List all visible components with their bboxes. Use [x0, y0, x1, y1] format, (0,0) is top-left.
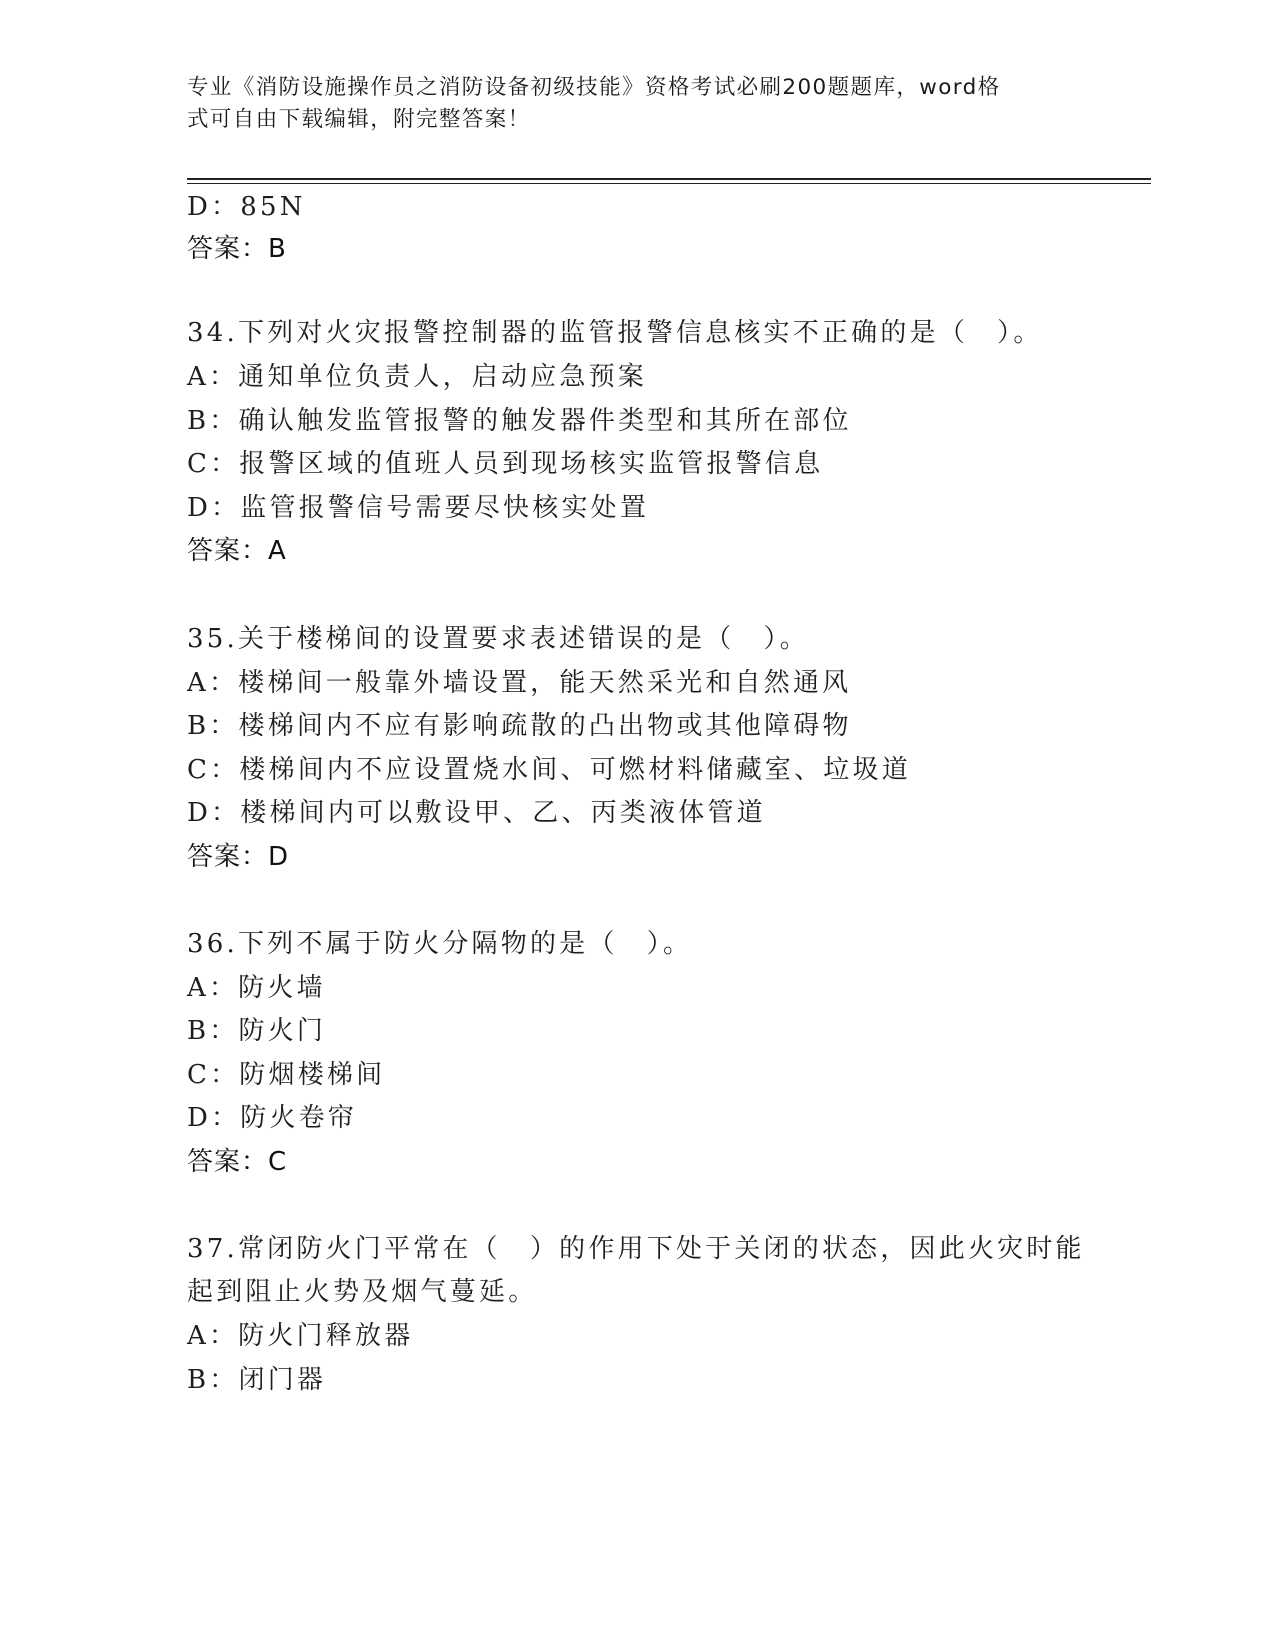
question-36-stem: 36.下列不属于防火分隔物的是（ ）。: [187, 929, 693, 959]
question-34-option-a: A：通知单位负责人，启动应急预案: [187, 362, 647, 392]
header-line-1: 专业《消防设施操作员之消防设备初级技能》资格考试必刷200题题库，word格: [187, 75, 1001, 100]
answer-line: 答案：B: [187, 234, 287, 264]
question-37-stem-line-1: 37.常闭防火门平常在（ ）的作用下处于关闭的状态，因此火灾时能: [187, 1234, 1085, 1264]
header-divider-thin: [187, 183, 1151, 184]
question-36-option-d: D：防火卷帘: [187, 1103, 358, 1133]
question-34-option-b: B：确认触发监管报警的触发器件类型和其所在部位: [187, 406, 852, 436]
question-34-answer: 答案：A: [187, 536, 287, 566]
question-35-option-b: B：楼梯间内不应有影响疏散的凸出物或其他障碍物: [187, 711, 852, 741]
question-36-option-c: C：防烟楼梯间: [187, 1060, 386, 1090]
question-34-option-c: C：报警区域的值班人员到现场核实监管报警信息: [187, 449, 824, 479]
question-34-option-d: D：监管报警信号需要尽快核实处置: [187, 493, 650, 523]
question-35-option-a: A：楼梯间一般靠外墙设置，能天然采光和自然通风: [187, 668, 852, 698]
question-34-stem: 34.下列对火灾报警控制器的监管报警信息核实不正确的是（ ）。: [187, 318, 1043, 348]
option-d: D：85N: [187, 192, 306, 222]
question-37-option-a: A：防火门释放器: [187, 1321, 414, 1351]
question-36-answer: 答案：C: [187, 1147, 288, 1177]
question-35-option-d: D：楼梯间内可以敷设甲、乙、丙类液体管道: [187, 798, 766, 828]
header-divider-thick: [187, 178, 1151, 180]
question-36-option-b: B：防火门: [187, 1016, 327, 1046]
question-35-answer: 答案：D: [187, 842, 290, 872]
document-header: [187, 72, 1067, 136]
question-36-option-a: A：防火墙: [187, 973, 326, 1003]
question-35-stem: 35.关于楼梯间的设置要求表述错误的是（ ）。: [187, 624, 809, 654]
question-37-option-b: B：闭门器: [187, 1365, 327, 1395]
header-line-2: 式可自由下载编辑，附完整答案！: [187, 107, 531, 132]
question-37-stem-line-2: 起到阻止火势及烟气蔓延。: [187, 1277, 538, 1307]
question-35-option-c: C：楼梯间内不应设置烧水间、可燃材料储藏室、垃圾道: [187, 755, 911, 785]
